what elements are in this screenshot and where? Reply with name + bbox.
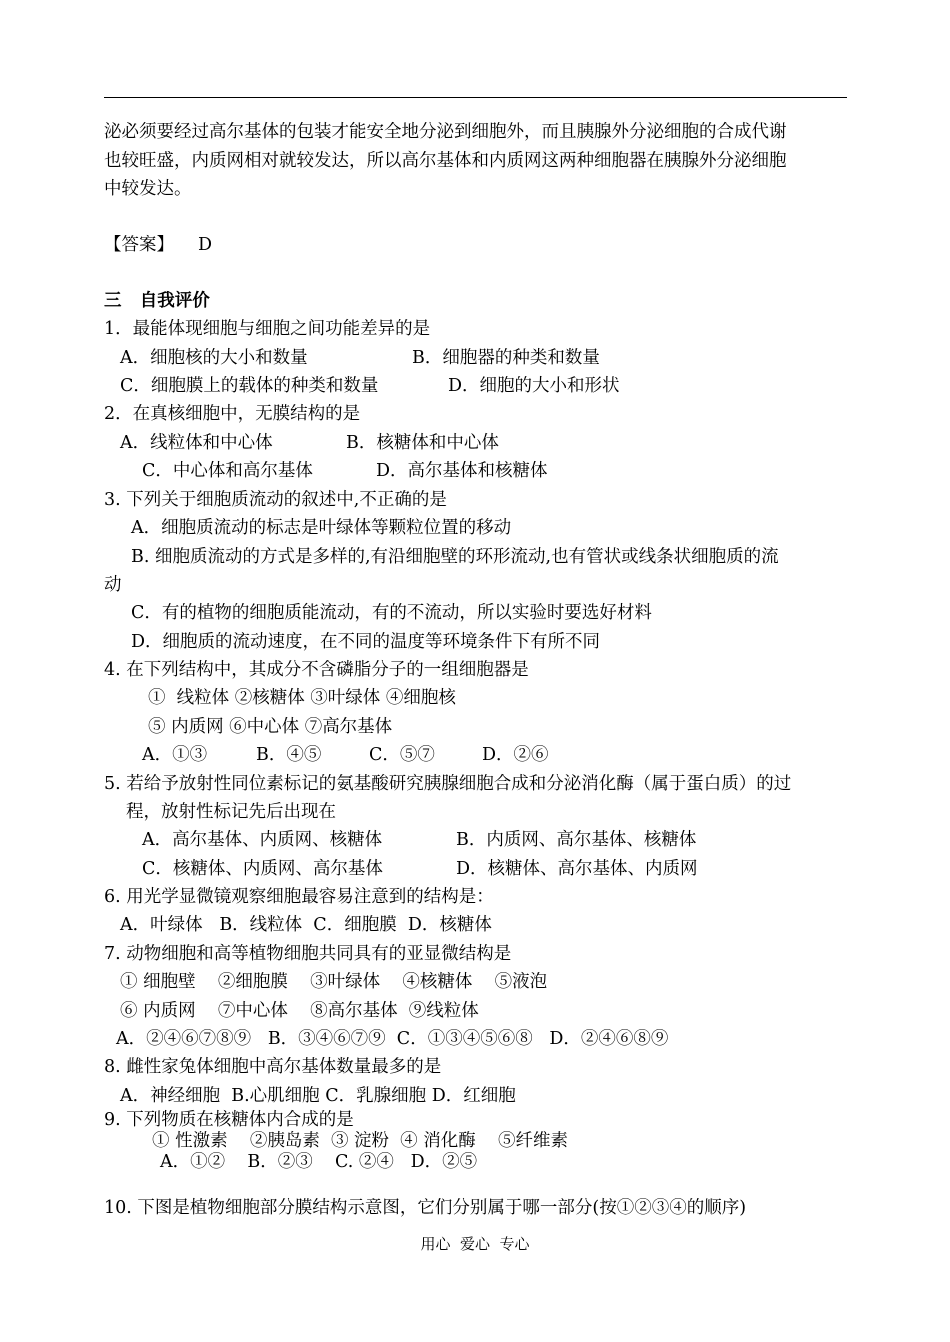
question-option: D．②⑥ bbox=[482, 745, 549, 765]
question-option: C．⑤⑦ bbox=[369, 745, 435, 765]
question-option: B．核糖体和中心体 bbox=[346, 433, 499, 453]
answer-label: 【答案】 bbox=[104, 235, 174, 255]
question-option: D．高尔基体和核糖体 bbox=[376, 461, 548, 481]
question-items: ① 性激素 ②胰岛素 ③ 淀粉 ④ 消化酶 ⑤纤维素 bbox=[152, 1131, 568, 1151]
question-stem: 2．在真核细胞中，无膜结构的是 bbox=[104, 404, 361, 424]
question-option: D．细胞质的流动速度，在不同的温度等环境条件下有所不同 bbox=[131, 632, 601, 652]
question-option: C．中心体和高尔基体 bbox=[142, 461, 313, 481]
question-option: C．细胞膜上的载体的种类和数量 bbox=[120, 376, 379, 396]
question-option: B．内质网、高尔基体、核糖体 bbox=[456, 830, 697, 850]
question-stem: 1．最能体现细胞与细胞之间功能差异的是 bbox=[104, 319, 431, 339]
intro-line: 泌必须要经过高尔基体的包装才能安全地分泌到细胞外，而且胰腺外分泌细胞的合成代谢 bbox=[104, 122, 787, 142]
question-option: A．细胞核的大小和数量 bbox=[120, 348, 308, 368]
page-footer: 用心 爱心 专心 bbox=[420, 1235, 530, 1253]
question-option: D．细胞的大小和形状 bbox=[448, 376, 620, 396]
question-option: A．①② B．②③ C. ②④ D．②⑤ bbox=[160, 1152, 478, 1172]
question-option: A．①③ bbox=[142, 745, 208, 765]
question-option: A．线粒体和中心体 bbox=[120, 433, 273, 453]
question-stem: 5. 若给予放射性同位素标记的氨基酸研究胰腺细胞合成和分泌消化酶（属于蛋白质）的过 bbox=[104, 774, 792, 794]
answer-value: D bbox=[198, 235, 213, 255]
question-option: A．②④⑥⑦⑧⑨ B．③④⑥⑦⑨ C．①③④⑤⑥⑧ D．②④⑥⑧⑨ bbox=[116, 1029, 669, 1049]
section-title: 三 自我评价 bbox=[104, 291, 210, 311]
question-option: A．神经细胞 B.心肌细胞 C．乳腺细胞 D．红细胞 bbox=[120, 1086, 516, 1106]
question-items: ⑥ 内质网 ⑦中心体 ⑧高尔基体 ⑨线粒体 bbox=[120, 1001, 479, 1021]
question-stem: 6. 用光学显微镜观察细胞最容易注意到的结构是： bbox=[104, 887, 494, 907]
question-option: C．核糖体、内质网、高尔基体 bbox=[142, 859, 383, 879]
question-option: A．叶绿体 B．线粒体 C．细胞膜 D．核糖体 bbox=[120, 915, 492, 935]
question-stem: 4. 在下列结构中，其成分不含磷脂分子的一组细胞器是 bbox=[104, 660, 529, 680]
intro-line: 也较旺盛，内质网相对就较发达，所以高尔基体和内质网这两种细胞器在胰腺外分泌细胞 bbox=[104, 151, 787, 171]
question-option: A．高尔基体、内质网、核糖体 bbox=[142, 830, 383, 850]
question-stem: 10. 下图是植物细胞部分膜结构示意图，它们分别属于哪一部分(按①②③④的顺序) bbox=[104, 1198, 747, 1218]
question-items: ⑤ 内质网 ⑥中心体 ⑦高尔基体 bbox=[148, 717, 393, 737]
question-option: B. 细胞质流动的方式是多样的,有沿细胞壁的环形流动,也有管状或线条状细胞质的流 bbox=[131, 547, 779, 567]
question-option: 动 bbox=[104, 575, 122, 595]
question-items: ① 线粒体 ②核糖体 ③叶绿体 ④细胞核 bbox=[148, 688, 456, 708]
question-option: B．细胞器的种类和数量 bbox=[412, 348, 600, 368]
question-option: D．核糖体、高尔基体、内质网 bbox=[456, 859, 698, 879]
question-stem: 3. 下列关于细胞质流动的叙述中,不正确的是 bbox=[104, 490, 447, 510]
question-stem: 8. 雌性家兔体细胞中高尔基体数量最多的是 bbox=[104, 1057, 442, 1077]
question-stem: 9. 下列物质在核糖体内合成的是 bbox=[104, 1110, 354, 1130]
question-stem: 7. 动物细胞和高等植物细胞共同具有的亚显微结构是 bbox=[104, 944, 512, 964]
question-stem: 程，放射性标记先后出现在 bbox=[126, 802, 336, 822]
question-option: C．有的植物的细胞质能流动，有的不流动，所以实验时要选好材料 bbox=[131, 603, 652, 623]
question-items: ① 细胞壁 ②细胞膜 ③叶绿体 ④核糖体 ⑤液泡 bbox=[120, 972, 548, 992]
intro-line: 中较发达。 bbox=[104, 179, 192, 199]
header-rule bbox=[104, 97, 847, 98]
question-option: A．细胞质流动的标志是叶绿体等颗粒位置的移动 bbox=[131, 518, 512, 538]
question-option: B．④⑤ bbox=[256, 745, 322, 765]
